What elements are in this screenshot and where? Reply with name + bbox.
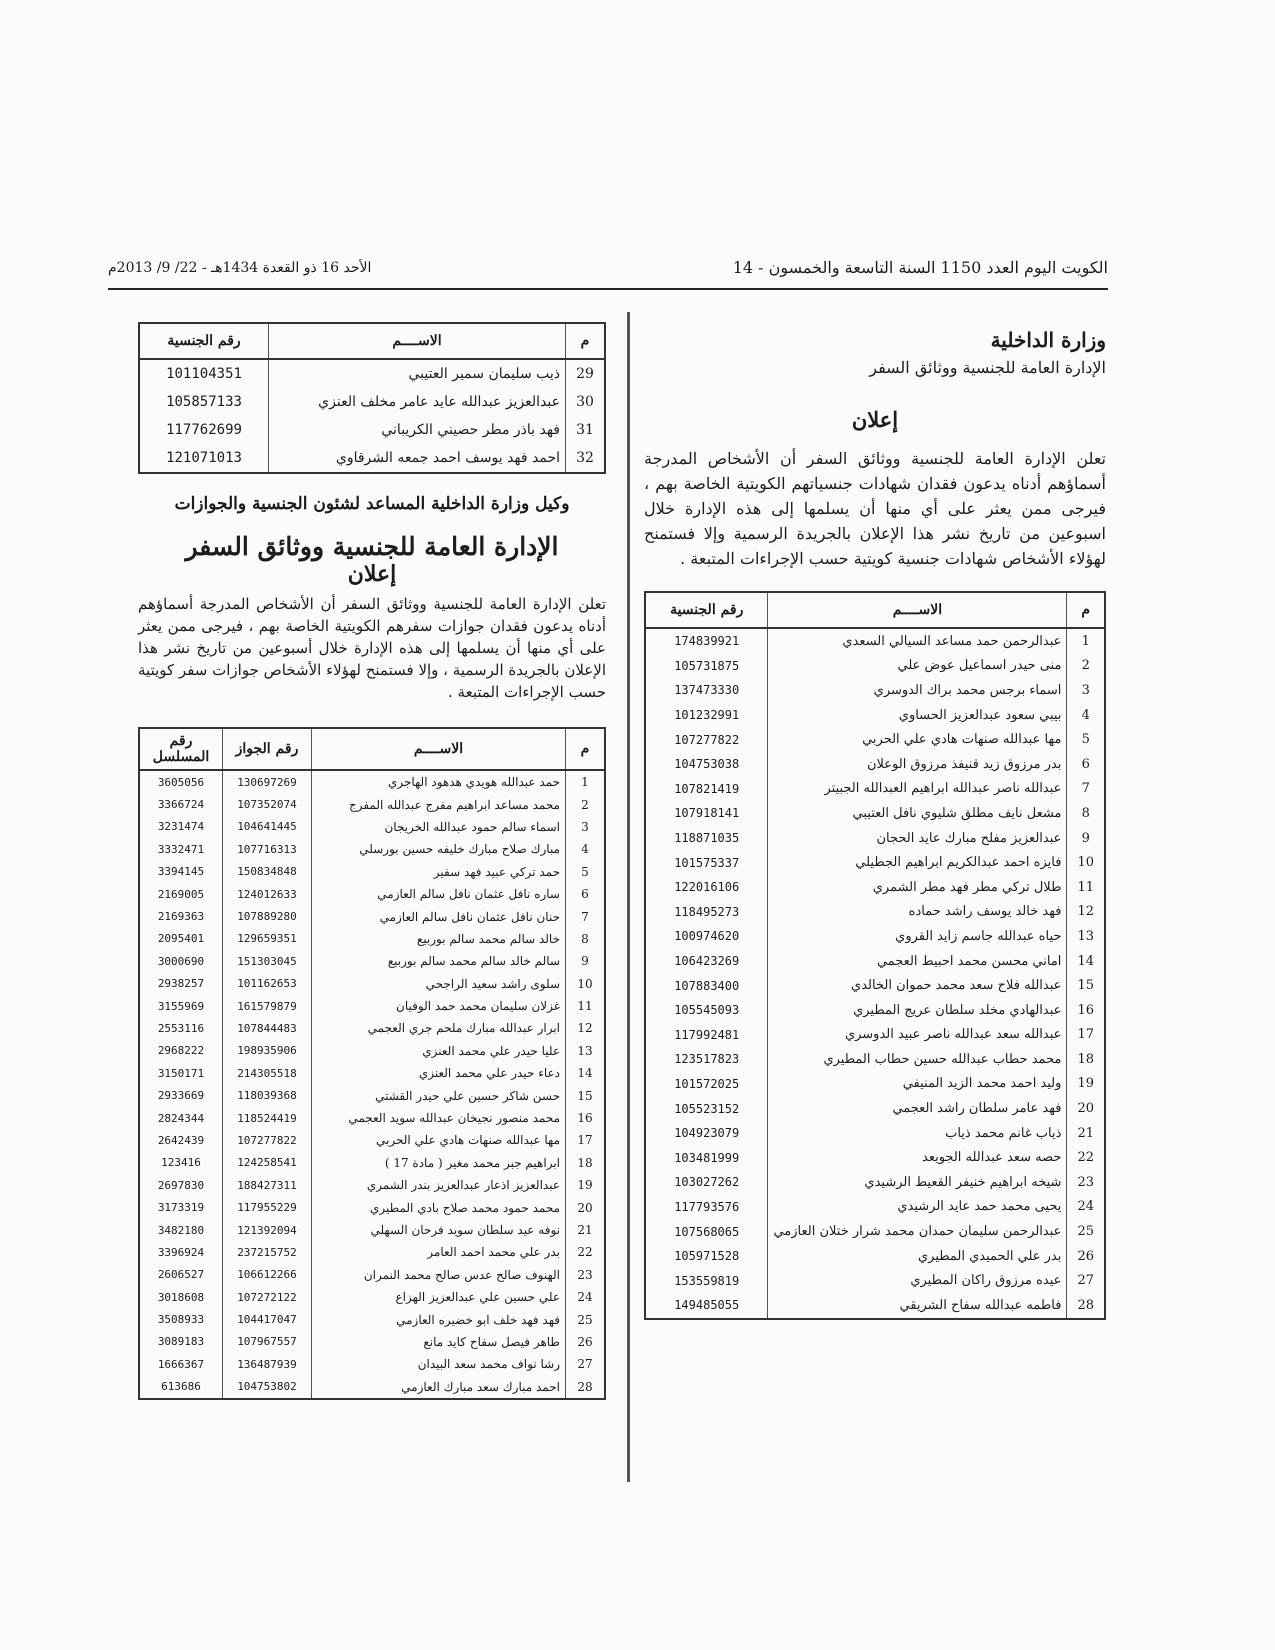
- row-number: 22: [1067, 1145, 1105, 1170]
- row-number: 28: [566, 1376, 606, 1399]
- nationality-number: 106423269: [674, 954, 740, 969]
- nationality-number: 117992481: [674, 1027, 740, 1042]
- serial-number: 2606527: [157, 1268, 205, 1282]
- serial-number: 3089183: [157, 1335, 205, 1349]
- person-name: ذيب سليمان سمير العتيبي: [269, 359, 566, 388]
- person-name: عبدالعزيز اذعار عبدالعزيز بندر الشمري: [312, 1174, 566, 1196]
- nationality-number: 122016106: [674, 880, 740, 895]
- serial-number: 3332471: [157, 842, 205, 856]
- passport-number: 107272122: [223, 1286, 312, 1308]
- row-number: 19: [566, 1174, 606, 1196]
- ministry-title: وزارة الداخلية: [990, 328, 1106, 352]
- person-name: فايزه احمد عبدالكريم ابراهيم الجطيلي: [768, 850, 1067, 875]
- table-row: [139, 388, 605, 416]
- nationality-number: 117762699: [166, 422, 242, 438]
- row-number: 2: [566, 793, 606, 815]
- table-row: [645, 1096, 1105, 1121]
- table-row: [645, 1170, 1105, 1195]
- person-name: خالد سالم محمد سالم بوربيع: [312, 928, 566, 950]
- table-row: [139, 1084, 605, 1106]
- nationality-number: 101575337: [674, 855, 740, 870]
- person-name: ذياب غانم محمد ذياب: [768, 1121, 1067, 1146]
- table-row: [645, 654, 1105, 679]
- table-row: [139, 1062, 605, 1084]
- serial-number: 3231474: [157, 820, 205, 834]
- passport-number: 118039368: [223, 1084, 312, 1106]
- row-number: 6: [1067, 752, 1105, 777]
- serial-number: 3173319: [157, 1201, 205, 1215]
- table-row: [139, 861, 605, 883]
- table-header-row: [139, 728, 605, 770]
- person-name: حصه سعد عبدالله الجويعد: [768, 1145, 1067, 1170]
- table-row: [139, 950, 605, 972]
- person-name: اسماء برجس محمد براك الدوسري: [768, 678, 1067, 703]
- header-date: الأحد 16 ذو القعدة 1434هـ - 22/ 9/ 2013م: [108, 260, 372, 276]
- nationality-table-continued: [138, 322, 606, 474]
- nationality-number: 174839921: [674, 634, 740, 649]
- row-number: 17: [1067, 1023, 1105, 1048]
- row-number: 29: [566, 359, 606, 388]
- table-row: [645, 1047, 1105, 1072]
- nationality-number: 153559819: [674, 1273, 740, 1288]
- serial-number: 3396924: [157, 1245, 205, 1259]
- row-number: 7: [566, 905, 606, 927]
- table-row: [645, 703, 1105, 728]
- serial-number: 2095401: [157, 932, 205, 946]
- row-number: 22: [566, 1241, 606, 1263]
- table-row: [139, 1040, 605, 1062]
- table-row: [139, 1331, 605, 1353]
- row-number: 21: [566, 1219, 606, 1241]
- row-number: 27: [566, 1353, 606, 1375]
- col-name-header: الاســــم: [768, 592, 1067, 628]
- nationality-number: 107821419: [674, 781, 740, 796]
- row-number: 8: [1067, 801, 1105, 826]
- table-row: [645, 850, 1105, 875]
- row-number: 25: [566, 1308, 606, 1330]
- announcement-title-2: إعلان: [347, 561, 397, 587]
- passport-number: 106612266: [223, 1264, 312, 1286]
- person-name: فهد عامر سلطان راشد العجمي: [768, 1096, 1067, 1121]
- row-number: 5: [566, 861, 606, 883]
- serial-number: 3605056: [157, 775, 205, 789]
- row-number: 32: [566, 444, 606, 473]
- person-name: حمد تركي عبيد فهد سفير: [312, 861, 566, 883]
- person-name: محمد حمود محمد صلاح بادي المطيري: [312, 1196, 566, 1218]
- table-row: [645, 1072, 1105, 1097]
- passport-number: 107967557: [223, 1331, 312, 1353]
- row-number: 16: [566, 1107, 606, 1129]
- col-nationality-header: رقم الجنسية: [139, 323, 269, 359]
- nationality-table: [644, 591, 1106, 1320]
- person-name: حنان نافل عثمان نافل سالم العازمي: [312, 905, 566, 927]
- person-name: عبدالعزيز عبدالله عايد عامر مخلف العنزي: [269, 388, 566, 416]
- person-name: ساره نافل عثمان نافل سالم العازمي: [312, 883, 566, 905]
- table-row: [139, 1152, 605, 1174]
- person-name: مها عبدالله صنهات هادي علي الحربي: [312, 1129, 566, 1151]
- serial-number: 3155969: [157, 999, 205, 1013]
- serial-number: 2642439: [157, 1133, 205, 1147]
- serial-number: 2553116: [157, 1021, 205, 1035]
- passport-number: 101162653: [223, 973, 312, 995]
- serial-number: 3482180: [157, 1223, 205, 1237]
- person-name: عبدالعزيز مفلح مبارك عايد الحجان: [768, 826, 1067, 851]
- table-row: [139, 793, 605, 815]
- row-number: 1: [566, 770, 606, 793]
- row-number: 12: [566, 1017, 606, 1039]
- person-name: عبدالرحمن حمد مساعد السيالي السعدي: [768, 628, 1067, 654]
- table-row: [139, 1017, 605, 1039]
- table-header-row: [139, 323, 605, 359]
- row-number: 11: [566, 995, 606, 1017]
- table-row: [645, 875, 1105, 900]
- nationality-number: 107568065: [674, 1224, 740, 1239]
- person-name: اماني محسن محمد احبيط العجمي: [768, 949, 1067, 974]
- person-name: بدر مرزوق زيد قنيفذ مرزوق الوعلان: [768, 752, 1067, 777]
- nationality-number: 107883400: [674, 978, 740, 993]
- person-name: ابراهيم جبر محمد مغير ( مادة 17 ): [312, 1152, 566, 1174]
- table-row: [645, 1145, 1105, 1170]
- person-name: محمد مساعد ابراهيم مفرج عبدالله المفرج: [312, 793, 566, 815]
- serial-number: 123416: [161, 1156, 201, 1170]
- row-number: 18: [1067, 1047, 1105, 1072]
- row-number: 26: [1067, 1244, 1105, 1269]
- person-name: طاهر فيصل سفاح كايد مانع: [312, 1331, 566, 1353]
- header-issue-info: الكويت اليوم العدد 1150 السنة التاسعة والخمسون - 14: [732, 258, 1108, 277]
- table-row: [645, 752, 1105, 777]
- nationality-number: 123517823: [674, 1052, 740, 1067]
- announcement-title: إعلان: [851, 407, 899, 432]
- table-row: [139, 883, 605, 905]
- nationality-number: 104753038: [674, 757, 740, 772]
- table-row: [139, 1286, 605, 1308]
- person-name: حمد عبدالله هويدي هدهود الهاجري: [312, 770, 566, 793]
- row-number: 11: [1067, 875, 1105, 900]
- person-name: محمد منصور نجيخان عبدالله سويد العجمي: [312, 1107, 566, 1129]
- row-number: 9: [566, 950, 606, 972]
- table-row: [645, 727, 1105, 752]
- nationality-number: 104923079: [674, 1126, 740, 1141]
- passport-number: 188427311: [223, 1174, 312, 1196]
- passport-number: 107277822: [223, 1129, 312, 1151]
- person-name: شيخه ابراهيم خنيفر القعيط الرشيدي: [768, 1170, 1067, 1195]
- col-serial-header: رقم المسلسل: [139, 728, 223, 770]
- person-name: وليد احمد محمد الزيد المنيفي: [768, 1072, 1067, 1097]
- row-number: 24: [1067, 1195, 1105, 1220]
- person-name: سالم خالد سالم محمد سالم بوربيع: [312, 950, 566, 972]
- passport-number: 117955229: [223, 1196, 312, 1218]
- table-row: [139, 905, 605, 927]
- table-row: [139, 416, 605, 444]
- serial-number: 2824344: [157, 1111, 205, 1125]
- table-row: [645, 1121, 1105, 1146]
- passport-number: 107889280: [223, 905, 312, 927]
- person-name: احمد فهد يوسف احمد جمعه الشرقاوي: [269, 444, 566, 473]
- row-number: 10: [566, 973, 606, 995]
- person-name: فاطمه عبدالله سفاح الشريقي: [768, 1293, 1067, 1319]
- passport-number: 136487939: [223, 1353, 312, 1375]
- row-number: 13: [1067, 924, 1105, 949]
- person-name: فهد خالد يوسف راشد حماده: [768, 900, 1067, 925]
- table-row: [645, 949, 1105, 974]
- table-row: [139, 1308, 605, 1330]
- person-name: بدر علي محمد احمد العامر: [312, 1241, 566, 1263]
- table-row: [139, 1376, 605, 1399]
- row-number: 15: [1067, 973, 1105, 998]
- col-name-header: الاســــم: [312, 728, 566, 770]
- passport-number: 107716313: [223, 838, 312, 860]
- person-name: طلال تركي مطر فهد مطر الشمري: [768, 875, 1067, 900]
- row-number: 25: [1067, 1219, 1105, 1244]
- person-name: بدر علي الحميدي المطيري: [768, 1244, 1067, 1269]
- nationality-number: 101232991: [674, 708, 740, 723]
- table-row: [139, 1241, 605, 1263]
- person-name: دعاء حيدر علي محمد العنزي: [312, 1062, 566, 1084]
- nationality-number: 105731875: [674, 658, 740, 673]
- department-title: الإدارة العامة للجنسية ووثائق السفر: [869, 358, 1106, 377]
- announcement-text-2: تعلن الإدارة العامة للجنسية ووثائق السفر أن الأشخاص المدرجة أسماؤهم أدناه يدعون فقدان جوازات سفرهم الكويتية الخاصة بهم ، فيرجى ممن يعثر على أي منها أن يسلمها إلى هذه الإدارة خلال أسبوعين من تاريخ نشر هذا الإعلان بالجريدة الرسمية ، وإلا فستمنح لهؤلاء الأشخاص جوازات سفر كويتية حسب الإجراءات المتبعة .: [138, 595, 606, 701]
- table-row: [139, 1129, 605, 1151]
- row-number: 6: [566, 883, 606, 905]
- serial-number: 2938257: [157, 977, 205, 991]
- passport-number: 237215752: [223, 1241, 312, 1263]
- row-number: 26: [566, 1331, 606, 1353]
- row-number: 12: [1067, 900, 1105, 925]
- table-row: [139, 770, 605, 793]
- nationality-number: 121071013: [166, 450, 242, 466]
- nationality-number: 100974620: [674, 929, 740, 944]
- person-name: حياه عبدالله جاسم زايد القروي: [768, 924, 1067, 949]
- nationality-number: 105545093: [674, 1003, 740, 1018]
- passport-number: 104753802: [223, 1376, 312, 1399]
- person-name: نوفه عيد سلطان سويد فرحان السهلي: [312, 1219, 566, 1241]
- nationality-number: 107918141: [674, 806, 740, 821]
- nationality-number: 105523152: [674, 1101, 740, 1116]
- table-row: [645, 678, 1105, 703]
- row-number: 19: [1067, 1072, 1105, 1097]
- col-nationality-header: رقم الجنسية: [645, 592, 768, 628]
- row-number: 18: [566, 1152, 606, 1174]
- nationality-number: 103481999: [674, 1150, 740, 1165]
- passport-number: 124012633: [223, 883, 312, 905]
- row-number: 9: [1067, 826, 1105, 851]
- row-number: 7: [1067, 777, 1105, 802]
- nationality-number: 101572025: [674, 1076, 740, 1091]
- right-column: [644, 322, 1106, 1320]
- person-name: مبارك صلاح مبارك خليفه حسين بورسلي: [312, 838, 566, 860]
- table-row: [645, 998, 1105, 1023]
- passport-table: [138, 727, 606, 1400]
- row-number: 2: [1067, 654, 1105, 679]
- serial-number: 3508933: [157, 1313, 205, 1327]
- serial-number: 1666367: [157, 1357, 205, 1371]
- nationality-number: 118495273: [674, 904, 740, 919]
- row-number: 16: [1067, 998, 1105, 1023]
- row-number: 14: [1067, 949, 1105, 974]
- serial-number: 2169363: [157, 910, 205, 924]
- serial-number: 3150171: [157, 1066, 205, 1080]
- table-row: [139, 928, 605, 950]
- serial-number: 2697830: [157, 1178, 205, 1192]
- person-name: رشا نواف محمد سعد البيدان: [312, 1353, 566, 1375]
- person-name: احمد مبارك سعد مبارك العازمي: [312, 1376, 566, 1399]
- person-name: حسن شاكر حسين علي حيدر القشتي: [312, 1084, 566, 1106]
- row-number: 8: [566, 928, 606, 950]
- col-passport-header: رقم الجواز: [223, 728, 312, 770]
- announcement-text: تعلن الإدارة العامة للجنسية ووثائق السفر أن الأشخاص المدرجة أسماؤهم أدناه يدعون فقدان شهادات جنسياتهم الكويتية الخاصة بهم ، فيرجى ممن يعثر على أي منها أن يسلمها إلى هذه الإدارة خلال اسبوعين من تاريخ نشر هذا الإعلان بالجريدة الرسمية وإلا فستمنح لهؤلاء الأشخاص شهادات جنسية كويتية حسب الإجراءات المتبعة .: [644, 449, 1106, 568]
- passport-number: 121392094: [223, 1219, 312, 1241]
- passport-number: 129659351: [223, 928, 312, 950]
- row-number: 28: [1067, 1293, 1105, 1319]
- person-name: محمد حطاب عبدالله حسين حطاب المطيري: [768, 1047, 1067, 1072]
- table-row: [139, 838, 605, 860]
- left-column: [138, 322, 606, 1400]
- passport-number: 104641445: [223, 816, 312, 838]
- row-number: 3: [1067, 678, 1105, 703]
- person-name: مشعل نايف مطلق شليوي نافل العتيبي: [768, 801, 1067, 826]
- table-row: [139, 1264, 605, 1286]
- person-name: بيبي سعود عبدالعزيز الحساوي: [768, 703, 1067, 728]
- person-name: عبدالله سعد عبدالله ناصر عبيد الدوسري: [768, 1023, 1067, 1048]
- table-row: [139, 1353, 605, 1375]
- person-name: منى حيدر اسماعيل عوض علي: [768, 654, 1067, 679]
- row-number: 20: [566, 1196, 606, 1218]
- serial-number: 2968222: [157, 1044, 205, 1058]
- passport-number: 104417047: [223, 1308, 312, 1330]
- person-name: عليا حيدر علي محمد العنزي: [312, 1040, 566, 1062]
- row-number: 15: [566, 1084, 606, 1106]
- passport-number: 198935906: [223, 1040, 312, 1062]
- table-row: [645, 1244, 1105, 1269]
- serial-number: 3018608: [157, 1290, 205, 1304]
- passport-number: 124258541: [223, 1152, 312, 1174]
- table-row: [645, 1195, 1105, 1220]
- person-name: فهد فهد خلف ابو خضيره العازمي: [312, 1308, 566, 1330]
- col-number-header: م: [566, 323, 606, 359]
- passport-number: 118524419: [223, 1107, 312, 1129]
- passport-number: 107844483: [223, 1017, 312, 1039]
- row-number: 21: [1067, 1121, 1105, 1146]
- serial-number: 2169005: [157, 887, 205, 901]
- nationality-number: 149485055: [674, 1298, 740, 1313]
- passport-number: 161579879: [223, 995, 312, 1017]
- table-row: [645, 777, 1105, 802]
- person-name: سلوى راشد سعيد الراجحي: [312, 973, 566, 995]
- nationality-number: 105971528: [674, 1249, 740, 1264]
- table-header-row: [645, 592, 1105, 628]
- table-row: [139, 995, 605, 1017]
- col-number-header: م: [566, 728, 606, 770]
- nationality-number: 103027262: [674, 1175, 740, 1190]
- row-number: 30: [566, 388, 606, 416]
- row-number: 23: [1067, 1170, 1105, 1195]
- person-name: ابرار عبدالله مبارك ملحم جري العجمي: [312, 1017, 566, 1039]
- row-number: 14: [566, 1062, 606, 1084]
- table-row: [645, 973, 1105, 998]
- row-number: 13: [566, 1040, 606, 1062]
- table-row: [139, 1219, 605, 1241]
- person-name: يحيى محمد حمد عايد الرشيدي: [768, 1195, 1067, 1220]
- row-number: 1: [1067, 628, 1105, 654]
- table-row: [139, 1174, 605, 1196]
- row-number: 27: [1067, 1268, 1105, 1293]
- table-row: [139, 359, 605, 388]
- person-name: عيده مرزوق راكان المطيري: [768, 1268, 1067, 1293]
- nationality-number: 107277822: [674, 732, 740, 747]
- table-row: [645, 628, 1105, 654]
- serial-number: 613686: [161, 1380, 201, 1394]
- person-name: عبدالله فلاح سعد محمد حموان الخالدي: [768, 973, 1067, 998]
- table-row: [645, 1023, 1105, 1048]
- column-divider: [627, 312, 630, 1482]
- row-number: 31: [566, 416, 606, 444]
- row-number: 20: [1067, 1096, 1105, 1121]
- table-row: [139, 816, 605, 838]
- table-row: [645, 801, 1105, 826]
- person-name: فهد باذر مطر حصيني الكريباني: [269, 416, 566, 444]
- table-row: [139, 1107, 605, 1129]
- table-row: [139, 1196, 605, 1218]
- table-row: [139, 973, 605, 995]
- table-row: [645, 1293, 1105, 1319]
- page-header: [108, 254, 1108, 290]
- person-name: علي حسين علي عبدالعزيز الهزاع: [312, 1286, 566, 1308]
- person-name: الهنوف صالح عدس صالح محمد النمران: [312, 1264, 566, 1286]
- passport-number: 130697269: [223, 770, 312, 793]
- table-row: [645, 1268, 1105, 1293]
- row-number: 4: [566, 838, 606, 860]
- nationality-number: 118871035: [674, 831, 740, 846]
- row-number: 5: [1067, 727, 1105, 752]
- passport-number: 214305518: [223, 1062, 312, 1084]
- col-number-header: م: [1067, 592, 1105, 628]
- person-name: مها عبدالله صنهات هادي علي الحربي: [768, 727, 1067, 752]
- passport-number: 150834848: [223, 861, 312, 883]
- table-row: [645, 826, 1105, 851]
- serial-number: 3394145: [157, 865, 205, 879]
- row-number: 3: [566, 816, 606, 838]
- row-number: 4: [1067, 703, 1105, 728]
- col-name-header: الاســــم: [269, 323, 566, 359]
- nationality-number: 105857133: [166, 394, 242, 410]
- table-row: [645, 1219, 1105, 1244]
- table-row: [645, 900, 1105, 925]
- serial-number: 3000690: [157, 954, 205, 968]
- serial-number: 3366724: [157, 798, 205, 812]
- department-title-2: الإدارة العامة للجنسية ووثائق السفر: [185, 532, 559, 561]
- nationality-number: 101104351: [166, 366, 242, 382]
- table-row: [645, 924, 1105, 949]
- person-name: عبدالرحمن سليمان حمدان محمد شرار ختلان العازمي: [768, 1219, 1067, 1244]
- undersecretary-signature: وكيل وزارة الداخلية المساعد لشئون الجنسية والجوازات: [174, 494, 570, 514]
- row-number: 17: [566, 1129, 606, 1151]
- nationality-number: 117793576: [674, 1199, 740, 1214]
- serial-number: 2933669: [157, 1089, 205, 1103]
- row-number: 24: [566, 1286, 606, 1308]
- person-name: عبدالله ناصر عبدالله ابراهيم العبدالله الجبيتر: [768, 777, 1067, 802]
- passport-number: 151303045: [223, 950, 312, 972]
- passport-number: 107352074: [223, 793, 312, 815]
- table-row: [139, 444, 605, 473]
- person-name: عبدالهادي مخلد سلطان عريج المطيري: [768, 998, 1067, 1023]
- person-name: اسماء سالم حمود عبدالله الخريجان: [312, 816, 566, 838]
- person-name: غزلان سليمان محمد حمد الوفيان: [312, 995, 566, 1017]
- nationality-number: 137473330: [674, 683, 740, 698]
- row-number: 10: [1067, 850, 1105, 875]
- row-number: 23: [566, 1264, 606, 1286]
